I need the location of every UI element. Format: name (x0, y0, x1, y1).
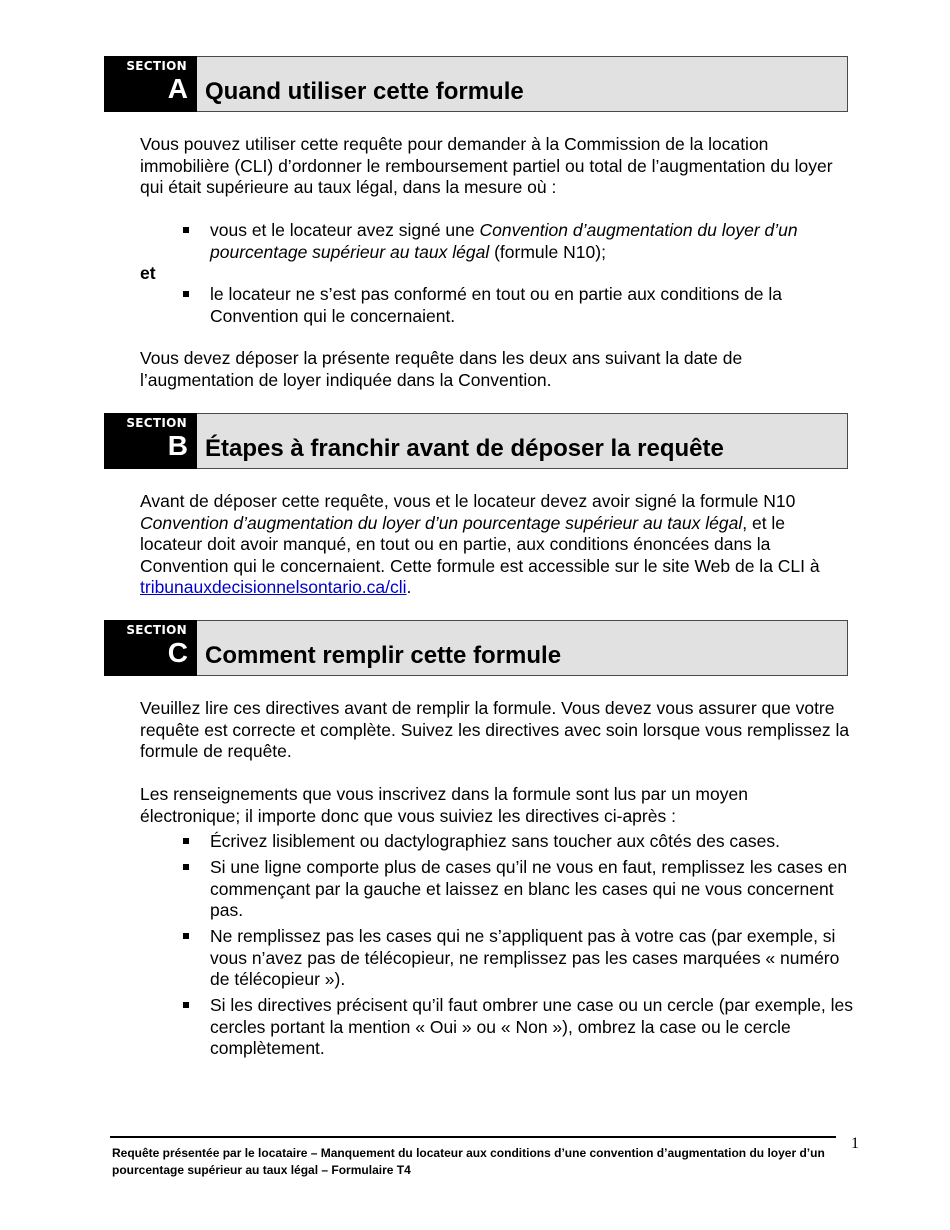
section-b-label: SECTION (126, 416, 187, 430)
section-c-bullet-4 (182, 995, 854, 1060)
section-a-title-box (197, 56, 848, 112)
section-a-bullet-1-text: vous et le locateur avez signé une Convention d’augmentation du loyer d’un pourcentage supérieur au taux légal (formule N10); (210, 220, 798, 262)
footer-form-title: Requête présentée par le locataire – Manquement du locateur aux conditions d’une convention d’augmentation du loyer d’un pourcentage supérieur au taux légal – Formulaire T4 (112, 1146, 825, 1177)
section-c-bullet-1 (182, 831, 854, 853)
section-c-para-1: Veuillez lire ces directives avant de remplir la formule. Vous devez vous assurer que votre requête est correcte et complète. Suivez les directives avec soin lorsque vous remplissez la formule de requête. (140, 698, 850, 761)
section-c-title: Comment remplir cette formule (205, 642, 562, 669)
section-a-title: Quand utiliser cette formule (205, 78, 524, 105)
section-b-tag (104, 413, 197, 469)
section-b-title: Étapes à franchir avant de déposer la requête (205, 435, 724, 462)
section-a-letter: A (167, 73, 188, 104)
section-c-bullet-3 (182, 926, 854, 991)
footer-divider (110, 1136, 836, 1138)
section-c-bullet-4-text: Si les directives précisent qu’il faut ombrer une case ou un cercle (par exemple, les cercles portant la mention « Oui » ou « Non »), ombrez la case ou le cercle complètement. (210, 995, 853, 1058)
cli-website-link[interactable]: tribunauxdecisionnelsontario.ca/cli (140, 577, 407, 597)
section-c-title-box (197, 620, 848, 676)
section-b-letter: B (167, 430, 188, 461)
section-c-tag (104, 620, 197, 676)
section-a-closing: Vous devez déposer la présente requête dans les deux ans suivant la date de l’augmentation de loyer indiquée dans la Convention. (140, 348, 743, 390)
section-a-label: SECTION (126, 59, 187, 73)
section-a-bullet-2-text: le locateur ne s’est pas conformé en tout ou en partie aux conditions de la Convention qui le concernaient. (210, 284, 783, 326)
section-c-header (104, 620, 848, 676)
section-c-bullet-3-text: Ne remplissez pas les cases qui ne s’appliquent pas à votre cas (par exemple, si vous n’avez pas de télécopieur, ne remplissez pas les cases marquées « numéro de télécopieur »). (210, 926, 840, 989)
section-c-bullet-2 (182, 857, 854, 922)
section-c-letter: C (167, 637, 188, 668)
section-a-tag (104, 56, 197, 112)
section-a-bullet-2 (182, 284, 854, 327)
section-c-para-2: Les renseignements que vous inscrivez dans la formule sont lus par un moyen électronique; il importe donc que vous suiviez les directives ci-après : (140, 784, 748, 826)
section-a-intro: Vous pouvez utiliser cette requête pour demander à la Commission de la location immobilière (CLI) d’ordonner le remboursement partiel ou total de l’augmentation du loyer qui était supérieure au taux légal, dans la mesure où : (140, 134, 833, 197)
section-c-bullet-2-text: Si une ligne comporte plus de cases qu’il ne vous en faut, remplissez les cases en commençant par la gauche et laissez en blanc les cases qui ne vous concernent pas. (210, 857, 848, 920)
section-a-bullet-1 (182, 220, 854, 263)
section-b-title-box (197, 413, 848, 469)
section-c-bullet-1-text: Écrivez lisiblement ou dactylographiez sans toucher aux côtés des cases. (210, 831, 781, 851)
section-a-connector: et (140, 263, 156, 283)
section-a-header (104, 56, 848, 112)
section-b-paragraph: Avant de déposer cette requête, vous et le locateur devez avoir signé la formule N10 Convention d’augmentation du loyer d’un pourcentage supérieur au taux légal, et le locateur doit avoir manqué, en tout ou en partie, aux conditions énoncées dans la Convention qui le concernaient. Cette formule est accessible sur le site Web de la CLI à tribunauxdecisionnelsontario.ca/cli. (140, 491, 820, 597)
section-c-label: SECTION (126, 623, 187, 637)
section-b-header (104, 413, 848, 469)
page-number: 1 (851, 1135, 859, 1152)
